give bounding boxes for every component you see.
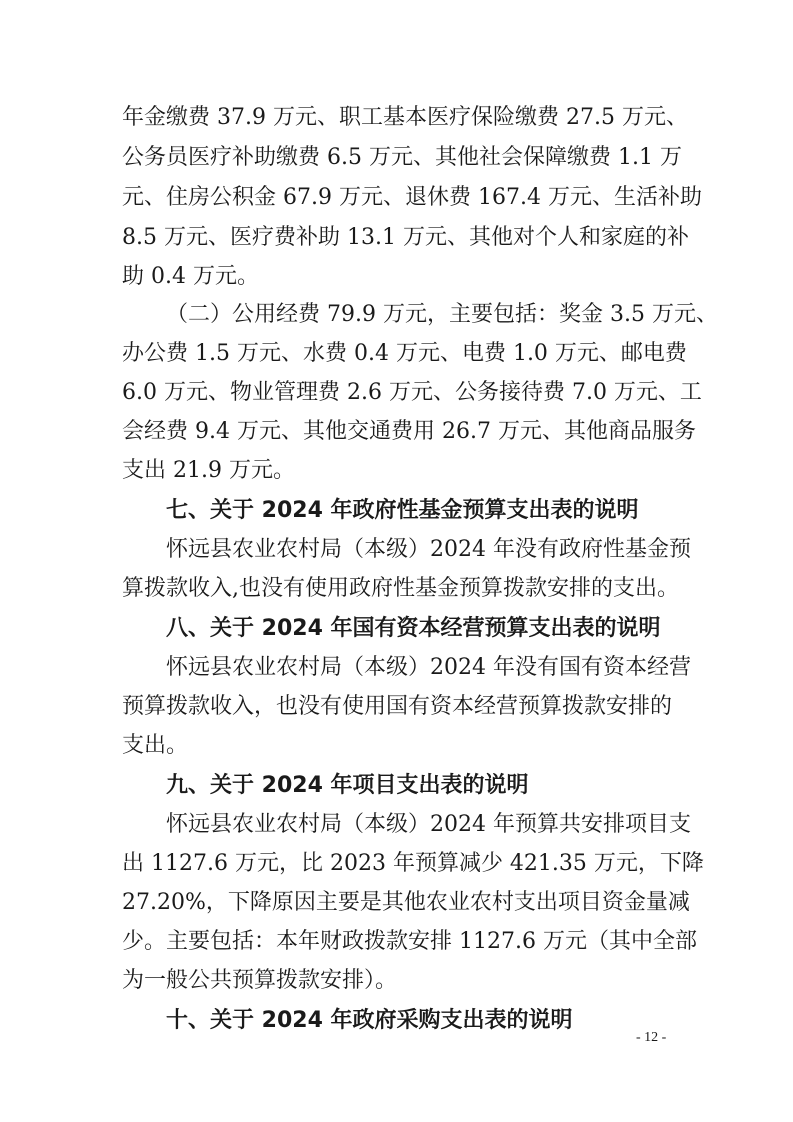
body-line: 办公费 1.5 万元、水费 0.4 万元、电费 1.0 万元、邮电费: [122, 341, 687, 366]
body-line: 公务员医疗补助缴费 6.5 万元、其他社会保障缴费 1.1 万: [122, 145, 682, 170]
body-line: 预算拨款收入，也没有使用国有资本经营预算拨款安排的: [122, 694, 673, 719]
body-line: 算拨款收入,也没有使用政府性基金预算拨款安排的支出。: [122, 576, 679, 601]
body-line: 会经费 9.4 万元、其他交通费用 26.7 万元、其他商品服务: [122, 419, 696, 444]
body-line: 支出。: [122, 733, 189, 758]
section-heading: 七、关于 2024 年政府性基金预算支出表的说明: [166, 498, 639, 523]
section-heading: 八、关于 2024 年国有资本经营预算支出表的说明: [166, 616, 661, 641]
body-line: 为一般公共预算拨款安排）。: [122, 968, 398, 993]
body-line: 27.20%，下降原因主要是其他农业农村支出项目资金量减: [122, 890, 690, 915]
body-line: 怀远县农业农村局（本级）2024 年没有政府性基金预: [166, 537, 691, 562]
body-line: 怀远县农业农村局（本级）2024 年预算共安排项目支: [166, 812, 691, 837]
body-line: 少。主要包括：本年财政拨款安排 1127.6 万元（其中全部: [122, 929, 697, 954]
body-line: 出 1127.6 万元，比 2023 年预算减少 421.35 万元，下降: [122, 851, 704, 876]
body-line: 年金缴费 37.9 万元、职工基本医疗保险缴费 27.5 万元、: [122, 105, 688, 130]
body-line: 支出 21.9 万元。: [122, 458, 295, 483]
section-heading: 九、关于 2024 年项目支出表的说明: [166, 773, 529, 798]
body-line: 怀远县农业农村局（本级）2024 年没有国有资本经营: [166, 655, 691, 680]
body-line: （二）公用经费 79.9 万元，主要包括：奖金 3.5 万元、: [166, 302, 718, 327]
body-line: 助 0.4 万元。: [122, 264, 259, 289]
body-line: 元、住房公积金 67.9 万元、退休费 167.4 万元、生活补助: [122, 185, 702, 210]
page-number: - 12 -: [636, 1030, 667, 1045]
section-heading: 十、关于 2024 年政府采购支出表的说明: [166, 1008, 573, 1033]
body-line: 6.0 万元、物业管理费 2.6 万元、公务接待费 7.0 万元、工: [122, 380, 702, 405]
body-line: 8.5 万元、医疗费补助 13.1 万元、其他对个人和家庭的补: [122, 225, 689, 250]
